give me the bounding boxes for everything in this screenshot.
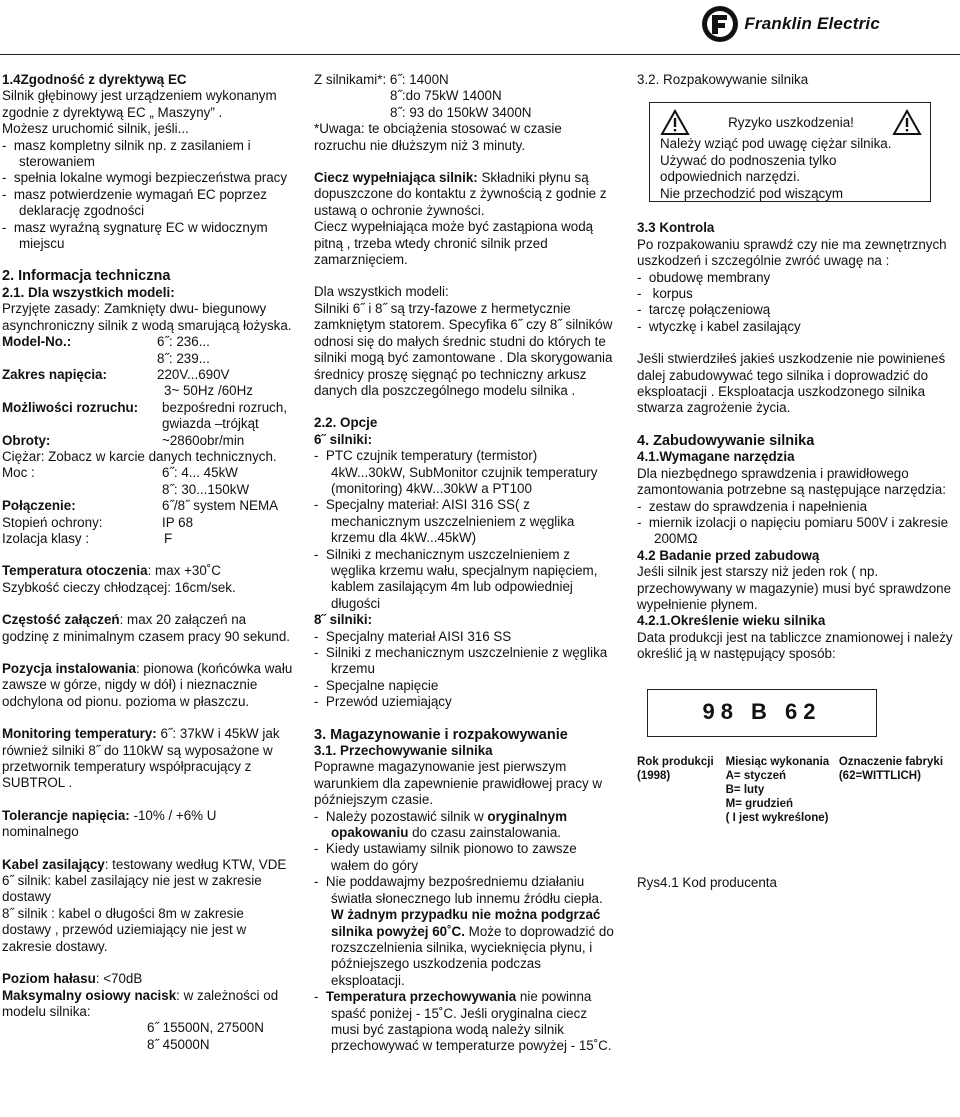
section-3-2-title: 3.2. Rozpakowywanie silnika (637, 72, 809, 87)
protection-value: IP 68 (162, 514, 194, 530)
section-4-1-title: 4.1.Wymagane narzędzia (637, 449, 795, 465)
list-item: - Specjalny materiał AISI 316 SS (314, 628, 512, 644)
power-value: 8˝: 30...150kW (162, 481, 250, 497)
list-item: - Silniki z mechanicznym uszczelnieniem z węglika krzemu wału, specjalnym napięciem, kablem zasilającym 4m lub odpowiedniej długości (314, 546, 598, 611)
section-3-3-text: Po rozpakowaniu sprawdź czy nie ma zewnętrznych uszkodzeń i szczególnie zwróć uwagę na : (637, 236, 947, 269)
list-item: - miernik izolacji o napięciu pomiaru 500V i zakresie 200MΩ (637, 514, 949, 547)
list-item: - tarczę połączeniową (637, 302, 771, 318)
start-frequency: Częstość załączeń: max 20 załączeń na godzinę z minimalnym czasem pracy 90 sekund. (2, 612, 291, 644)
section-1-4-intro: Silnik głębinowy jest urządzeniem wykonanym zgodnie z dyrektywą EC „ Maszyny” . (2, 88, 277, 120)
column-3 (637, 72, 957, 891)
production-code: 98 B 62 (702, 699, 822, 725)
voltage-value: 220V...690V (157, 366, 230, 382)
weight-text: Ciężar: Zobacz w karcie danych technicznych. (2, 448, 277, 464)
section-3-3-text-2: Jeśli stwierdziłeś jakieś uszkodzenie nie powinieneś dalej zabudowywać tego silnika i doprowadzić do eksploatacji . Eksploatacja uszkodzonego silnika stwarza zagrożenie życia. (637, 351, 946, 416)
cable-6: 6˝ silnik: kabel zasilający nie jest w zakresie dostawy (2, 873, 262, 905)
code-legend-year-example: (1998) (637, 769, 671, 782)
code-legend-factory-example: (62=WITTLICH) (838, 769, 921, 782)
section-4-2-1-title: 4.2.1.Określenie wieku silnika (637, 613, 826, 629)
list-item: - Silniki z mechanicznym uszczelnienie z węglika krzemu (314, 645, 608, 677)
thrust-line: 8˝: 93 do 150kW 3400N (390, 104, 532, 120)
all-models-title: Dla wszystkich modeli: (314, 284, 449, 300)
header-divider (0, 54, 960, 55)
power-label: Moc : (2, 465, 35, 481)
section-4-2-title: 4.2 Badanie przed zabudową (637, 547, 820, 563)
production-code-box (647, 689, 877, 737)
insulation-value: F (164, 530, 173, 546)
section-3-1-title: 3.1. Przechowywanie silnika (314, 743, 493, 759)
model-label: Model-No.: (2, 334, 72, 350)
warning-icon (660, 109, 690, 136)
code-legend-month-m: M= grudzień (725, 797, 794, 810)
list-item: - Specjalny materiał: AISI 316 SS( z mechanicznym uszczelnieniem z węglika krzemu dla 4kW...45kW) (314, 497, 575, 546)
section-4-1-text: Dla niezbędnego sprawdzenia i prawidłowego zamontowania potrzebne są następujące narzędzia: (637, 465, 946, 498)
speed-value: ~2860obr/min (162, 432, 245, 448)
flow-text: Szybkość cieczy chłodzącej: 16cm/sek. (2, 579, 236, 595)
thrust-line: 8˝:do 75kW 1400N (390, 88, 502, 104)
code-legend-factory: Oznaczenie fabryki (838, 755, 944, 768)
section-4-2-1-text: Data produkcji jest na tabliczce znamionowej i należy określić ją w następujący sposób: (637, 629, 953, 662)
warning-box (649, 102, 931, 202)
temp-monitoring: Monitoring temperatury: 6˝: 37kW i 45kW jak również silniki 8˝ do 110kW są wyposażone w przetwornik temperatury współpracujący z SUBTROL . (2, 726, 280, 791)
brand-logo (700, 4, 880, 44)
list-item: - Temperatura przechowywania nie powinna spaść poniżej - 15˚C. Jeśli oryginalna ciecz musi być zastąpiona wodą należy silnik przechowywać w temperaturze powyżej - 15˚C. (314, 989, 612, 1054)
section-2-1-title: 2.1. Dla wszystkich modeli: (2, 284, 175, 300)
section-4-2-text: Jeśli silnik jest starszy niż jeden rok ( np. przechowywany w magazynie) musi być sprawdzone wypełnienie płynem. (637, 564, 952, 612)
list-item: - PTC czujnik temperatury (termistor) 4kW...30kW, SubMonitor czujnik temperatury (monitoring) 4kW...30kW a PT100 (314, 448, 598, 496)
list-item: - masz kompletny silnik np. z zasilaniem i sterowaniem (2, 137, 251, 170)
thrust-line: Z silnikami*: 6˝: 1400N (314, 72, 449, 87)
voltage-label: Zakres napięcia: (2, 366, 107, 382)
column-1 (2, 72, 294, 1053)
list-item: - Kiedy ustawiamy silnik pionowo to zawsze wałem do góry (314, 841, 577, 873)
ambient-temp: Temperatura otoczenia: max +30˚C (2, 563, 221, 579)
column-2 (314, 72, 614, 1055)
code-legend-month-note: ( I jest wykreślone) (725, 811, 829, 824)
section-1-4-can: Możesz uruchomić silnik, jeśli... (2, 121, 189, 137)
install-position: Pozycja instalowania: pionowa (końcówka wału zawsze w górze, nigdy w dół) i nieznacznie odchylona od pionu. pozioma w płaszczu. (2, 661, 293, 709)
list-item: - masz wyraźną sygnaturę EC w widocznym miejscu (2, 219, 268, 252)
warning-title: Ryzyko uszkodzenia! (728, 114, 854, 130)
section-3-title: 3. Magazynowanie i rozpakowywanie (314, 726, 568, 743)
section-2-1-text: Przyjęte zasady: Zamknięty dwu- biegunowy asynchroniczny silnik z wodą smarującą łożyska. (2, 301, 292, 333)
franklin-logo-icon (700, 4, 740, 44)
eight-inch-title: 8˝ silniki: (314, 612, 373, 628)
list-item: - Specjalne napięcie (314, 677, 439, 693)
list-item: - Nie poddawajmy bezpośredniemu działaniu światła słonecznego lub innemu źródłu ciepła. W żadnym przypadku nie można podgrzać silnika powyżej 60˚C. Może to doprowadzić do rozszczelnienia silnika, wycieknięcia płynu, i późniejszego uszkodzenia podczas eksploatacji. (314, 874, 614, 988)
figure-caption: Rys4.1 Kod producenta (637, 874, 777, 890)
code-legend-month-b: B= luty (725, 783, 765, 796)
start-value: bezpośredni rozruch, (162, 399, 288, 415)
noise-level: Poziom hałasu: <70dB (2, 971, 143, 987)
speed-label: Obroty: (2, 432, 51, 448)
warning-icon (892, 109, 922, 136)
connection-value: 6˝/8˝ system NEMA (162, 498, 279, 514)
start-value: gwiazda –trójkąt (162, 416, 259, 432)
list-item: - zestaw do sprawdzenia i napełnienia (637, 498, 868, 514)
start-label: Możliwości rozruchu: (2, 399, 139, 415)
section-2-2-title: 2.2. Opcje (314, 415, 378, 431)
section-4-title: 4. Zabudowywanie silnika (637, 432, 815, 449)
warning-line: Używać do podnoszenia tylko odpowiednich narzędzi. (660, 152, 837, 185)
model-value: 8˝: 239... (157, 350, 210, 366)
fill-fluid: Ciecz wypełniająca silnik: Składniki płynu są dopuszczone do kontaktu z żywnością z godnie z ustawą o ochronie żywności. (314, 170, 607, 218)
thrust-8: 8˝ 45000N (147, 1036, 210, 1052)
cable-8: 8˝ silnik : kabel o długości 8m w zakresie dostawy , przewód uziemiający nie jest w zakresie dostawy. (2, 905, 247, 954)
code-legend-year: Rok produkcji (637, 755, 714, 768)
voltage-value: 3~ 50Hz /60Hz (164, 383, 253, 399)
axial-thrust: Maksymalny osiowy nacisk: w zależności od modelu silnika: (2, 987, 279, 1019)
list-item: - spełnia lokalne wymogi bezpieczeństwa pracy (2, 170, 288, 186)
code-legend-month: Miesiąc wykonania (725, 755, 830, 768)
list-item: - obudowę membrany (637, 269, 771, 285)
section-3-1-text: Poprawne magazynowanie jest pierwszym warunkiem dla zapewnienie prawidłowej pracy w późniejszym czasie. (314, 759, 603, 808)
brand-name: Franklin Electric (744, 13, 880, 33)
list-item: - Należy pozostawić silnik w oryginalnym opakowaniu do czasu zainstalowania. (314, 808, 568, 841)
power-value: 6˝: 4... 45kW (162, 465, 238, 481)
voltage-tolerance: Tolerancje napięcia: -10% / +6% U nominalnego (2, 807, 217, 840)
protection-label: Stopień ochrony: (2, 514, 103, 530)
insulation-label: Izolacja klasy : (2, 530, 90, 546)
model-value: 6˝: 236... (157, 334, 210, 350)
section-2-title: 2. Informacja techniczna (2, 268, 171, 285)
list-item: - masz potwierdzenie wymagań EC poprzez deklarację zgodności (2, 186, 267, 219)
section-3-3-title: 3.3 Kontrola (637, 220, 715, 236)
list-item: - korpus (637, 286, 693, 302)
section-1-4-title: 1.4Zgodność z dyrektywą EC (2, 72, 187, 87)
six-inch-title: 6˝ silniki: (314, 431, 373, 447)
code-legend (637, 755, 957, 825)
power-cable: Kabel zasilający: testowany według KTW, VDE (2, 856, 287, 872)
thrust-note: *Uwaga: te obciążenia stosować w czasie rozruchu nie dłuższym niż 3 minuty. (314, 121, 562, 153)
fill-fluid-2: Ciecz wypełniająca może być zastąpiona wodą pitną , trzeba wtedy chronić silnik przed zamarznięciem. (314, 219, 594, 268)
connection-label: Połączenie: (2, 498, 76, 514)
warning-line: Należy wziąć pod uwagę ciężar silnika. (660, 136, 892, 152)
list-item: - wtyczkę i kabel zasilający (637, 318, 801, 334)
warning-line: Nie przechodzić pod wiszącym (660, 185, 844, 201)
thrust-6: 6˝ 15500N, 27500N (147, 1020, 264, 1036)
list-item: - Przewód uziemiający (314, 694, 452, 710)
code-legend-month-a: A= styczeń (725, 769, 787, 782)
all-models-text: Silniki 6˝ i 8˝ są trzy-fazowe z hermetycznie zamkniętym statorem. Specyfika 6˝ czy 8˝ silników odnosi się do małych średnic studni do których te silniki mogą być zamontowane . Dla skorygowania średnicy proszę sięgnąć po techniczny arkusz danych dla poszczególnego modelu silnika . (314, 300, 613, 398)
